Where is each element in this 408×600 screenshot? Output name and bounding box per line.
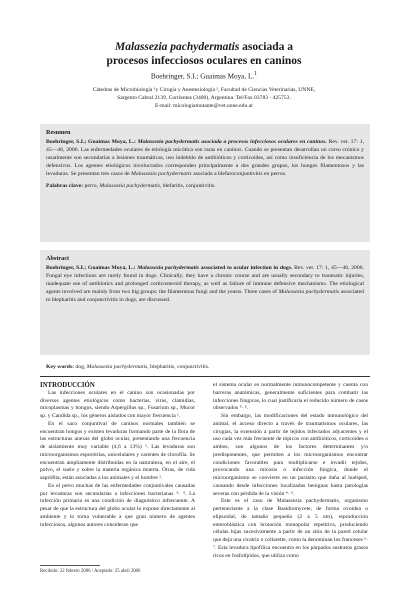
section-divider: [40, 376, 370, 377]
abstract-keywords: [46, 363, 364, 371]
abstract-citation-title: associated to ocular infection in dogs.: [199, 264, 293, 271]
abstract-box: [40, 250, 370, 355]
affiliation-line-2: Sargento Cabral 2139, Corrientes (3400), Argentina. Tel/Fax 03783 - 425753.: [117, 95, 291, 101]
authors-text: Boehringer, S.I.; Guaimas Moya, L.: [150, 72, 255, 81]
abstract-keywords-species: Malassezia pachydermatis: [86, 364, 148, 370]
author-list: [40, 71, 368, 80]
resumen-box: [40, 124, 370, 242]
affiliation-email: E-mail: micologiamutante@vet.unne.edu.ar: [154, 103, 254, 109]
resumen-keywords-label: Palabras clave:: [46, 183, 84, 190]
resumen-label: Resumen: [46, 129, 71, 136]
resumen-citation-authors: Boehringer, S.I.; Guaimas Moya, L.:: [46, 138, 138, 145]
body-paragraph: Las infecciones oculares en el canino son ocasionadas por diversos agentes etiológicos como bacterias, virus, clamidias, micoplasmas y hongos, siendo Aspergillus sp., Fusarium sp., Mucor sp. y Candida sp., los géneros aislados con mayor frecuencia ¹.: [40, 389, 195, 419]
resumen-body: Rev. vet. 17: 1, 45—46, 2006. Las enfermedades oculares de etiología micótica son raras en caninos. Cuando se presentan desarrollan un curso crónico y usualmente son secundarias a lesiones traumáticas, uso indebido de antibióticos y corticoides, así como insuficiencia de los mecanismos defensivos. Los agentes etiológicos involucrados corresponden principalmente a dos grandes grupos, los hongos filamentosos y las levaduras. Se presentan tres casos de: [46, 138, 365, 177]
abstract-body: Rev. vet. 17: 1, 45—46, 2006. Fungal eye infections are rarely found in dogs. Clinically, they have a chronic course and are usually secondary to traumatic injuries, inadequate use of antibiotics and prolonged corticosteroid therapy, as well as failure of immune defensive mechanisms. The etiological agents involved are mainly from two big groups: the filamentous fungi and the yeasts. Three cases of: [46, 264, 364, 295]
body-paragraph: En el perro muchas de las enfermedades conjuntivales causadas por levaduras son secundarias a infecciones bacterianas ³· ⁴. La infección primaria es una condición de diagnóstico infrecuente. A pesar de que la estructura del globo ocular lo expone directamente al ambiente y lo torna vulnerable a que gran número de agentes infecciosos, algunos autores consideran que: [40, 482, 195, 528]
resumen-keywords-species: Malassezia pachydermatis: [99, 183, 160, 190]
resumen-citation-title: Malassezia pachydermatis asociada a procesos infecciosos oculares en caninos.: [137, 138, 327, 145]
abstract-keywords-end: , blepharitis, conjunctivitis.: [147, 364, 210, 370]
affiliation-line-1: Cátedras de Microbiología ¹y Cirugía y Anestesiología ², Facultad de Ciencias Veterinarias, UNNE,: [92, 87, 316, 93]
abstract-species: Malassezia pachydermatis: [278, 288, 340, 295]
body-paragraph: Este es el caso de Malassezia pachydermatis, organismo perteneciente a la clase Basidiomycete, de forma ovoidea o elipsoidal, de tamaño pequeño (2 a 5 um), reproducción enterobláztica con brotación monopolar repetitiva, produciendo células hijas sucesivamente a partir de un sitio de la pared celular que deja una cicatriz o collarette, como la denominan los franceses ⁶· ⁷. Esta levadura lipofílica encuentra en los párpados sustratos grasos ricos en fosfolípidos, que utiliza como: [213, 498, 368, 559]
affiliation: [48, 86, 360, 110]
abstract-label: Abstract: [46, 255, 70, 262]
resumen-text: [46, 139, 364, 179]
title-rest: asociada a: [239, 41, 293, 53]
author-sup: 1: [254, 71, 258, 77]
received-date: Recibido: 22 febrero 2006 / Aceptado: 25 abril 2006: [40, 569, 141, 574]
resumen-species: Malassezia pachydermatis: [131, 170, 192, 177]
title-line-2: procesos infecciosos oculares en caninos: [106, 55, 302, 67]
abstract-keywords-label: Key words:: [46, 364, 74, 370]
resumen-keywords-text: perro,: [83, 183, 100, 190]
body-paragraph: En el saco conjuntival de caninos normales también se encuentran hongos y existen levaduras formando parte de la flora de las estructuras anexas del globo ocular, presentando una frecuencia de aislamiento muy variable (4,6 a 13%) ². Las levaduras son microorganismos esporótrías, unicelulares y carentes de clorofila. Se encuentran ampliamente distribuidas en la naturaleza, en el aire, el polvo, el suelo y sobre la materia orgánica muerta. Otras, de vida saprófita, están asociadas a los animales y el hombre ².: [40, 420, 195, 481]
body-column-left: [40, 382, 195, 529]
abstract-text: [46, 265, 364, 305]
abstract-end: associated to blepharitis and conjunctivitis in dogs, are discussed.: [46, 288, 364, 303]
paper-title: [40, 40, 368, 68]
resumen-keywords: [46, 183, 364, 191]
intro-heading: INTRODUCCIÓN: [40, 382, 95, 389]
resumen-end: asociada a blefaroconjuntivitis en perros.: [191, 170, 287, 177]
body-paragraph: Sin embargo, las modificaciones del estado inmunológico del animal, el acceso directo a través de traumatismos oculares, las cirugías, la extensión a partir de tejidos infectados adyacentes y el uso cada vez más frecuente de tópicos con antibióticos, corticoides o ambos, son algunos de los factores determinantes y/o predisponentes, que permiten a los microorganismos encontrar condiciones favorables para multiplicarse e invadir tejidos, provocando una micosis o infección fúngica, donde el microorganismo se convierte en un parásito que daña al huésped, causando desde infecciones localizadas benignas hasta patologías severas con pérdida de la visión ⁴· ⁶.: [213, 413, 368, 497]
abstract-keywords-text: dog,: [73, 364, 87, 370]
body-paragraph: el sistema ocular es normalmente inmunocompetente y cuenta con barreras anatómicas, generalmente suficientes para combatir las infecciones fúngicas, lo cual justificaría el reducido número de casos observados ⁵· ⁶.: [213, 382, 368, 412]
body-column-right: [213, 382, 368, 560]
footer-rule: [40, 565, 100, 566]
abstract-citation-species: Malassezia pachydermatis: [137, 264, 199, 271]
resumen-keywords-end: , blefaritis, conjuntivitis.: [159, 183, 216, 190]
title-species: Malassezia pachydermatis: [115, 41, 240, 53]
abstract-citation-authors: Boehringer, S.I.; Guaimas Moya, L.:: [46, 264, 138, 271]
